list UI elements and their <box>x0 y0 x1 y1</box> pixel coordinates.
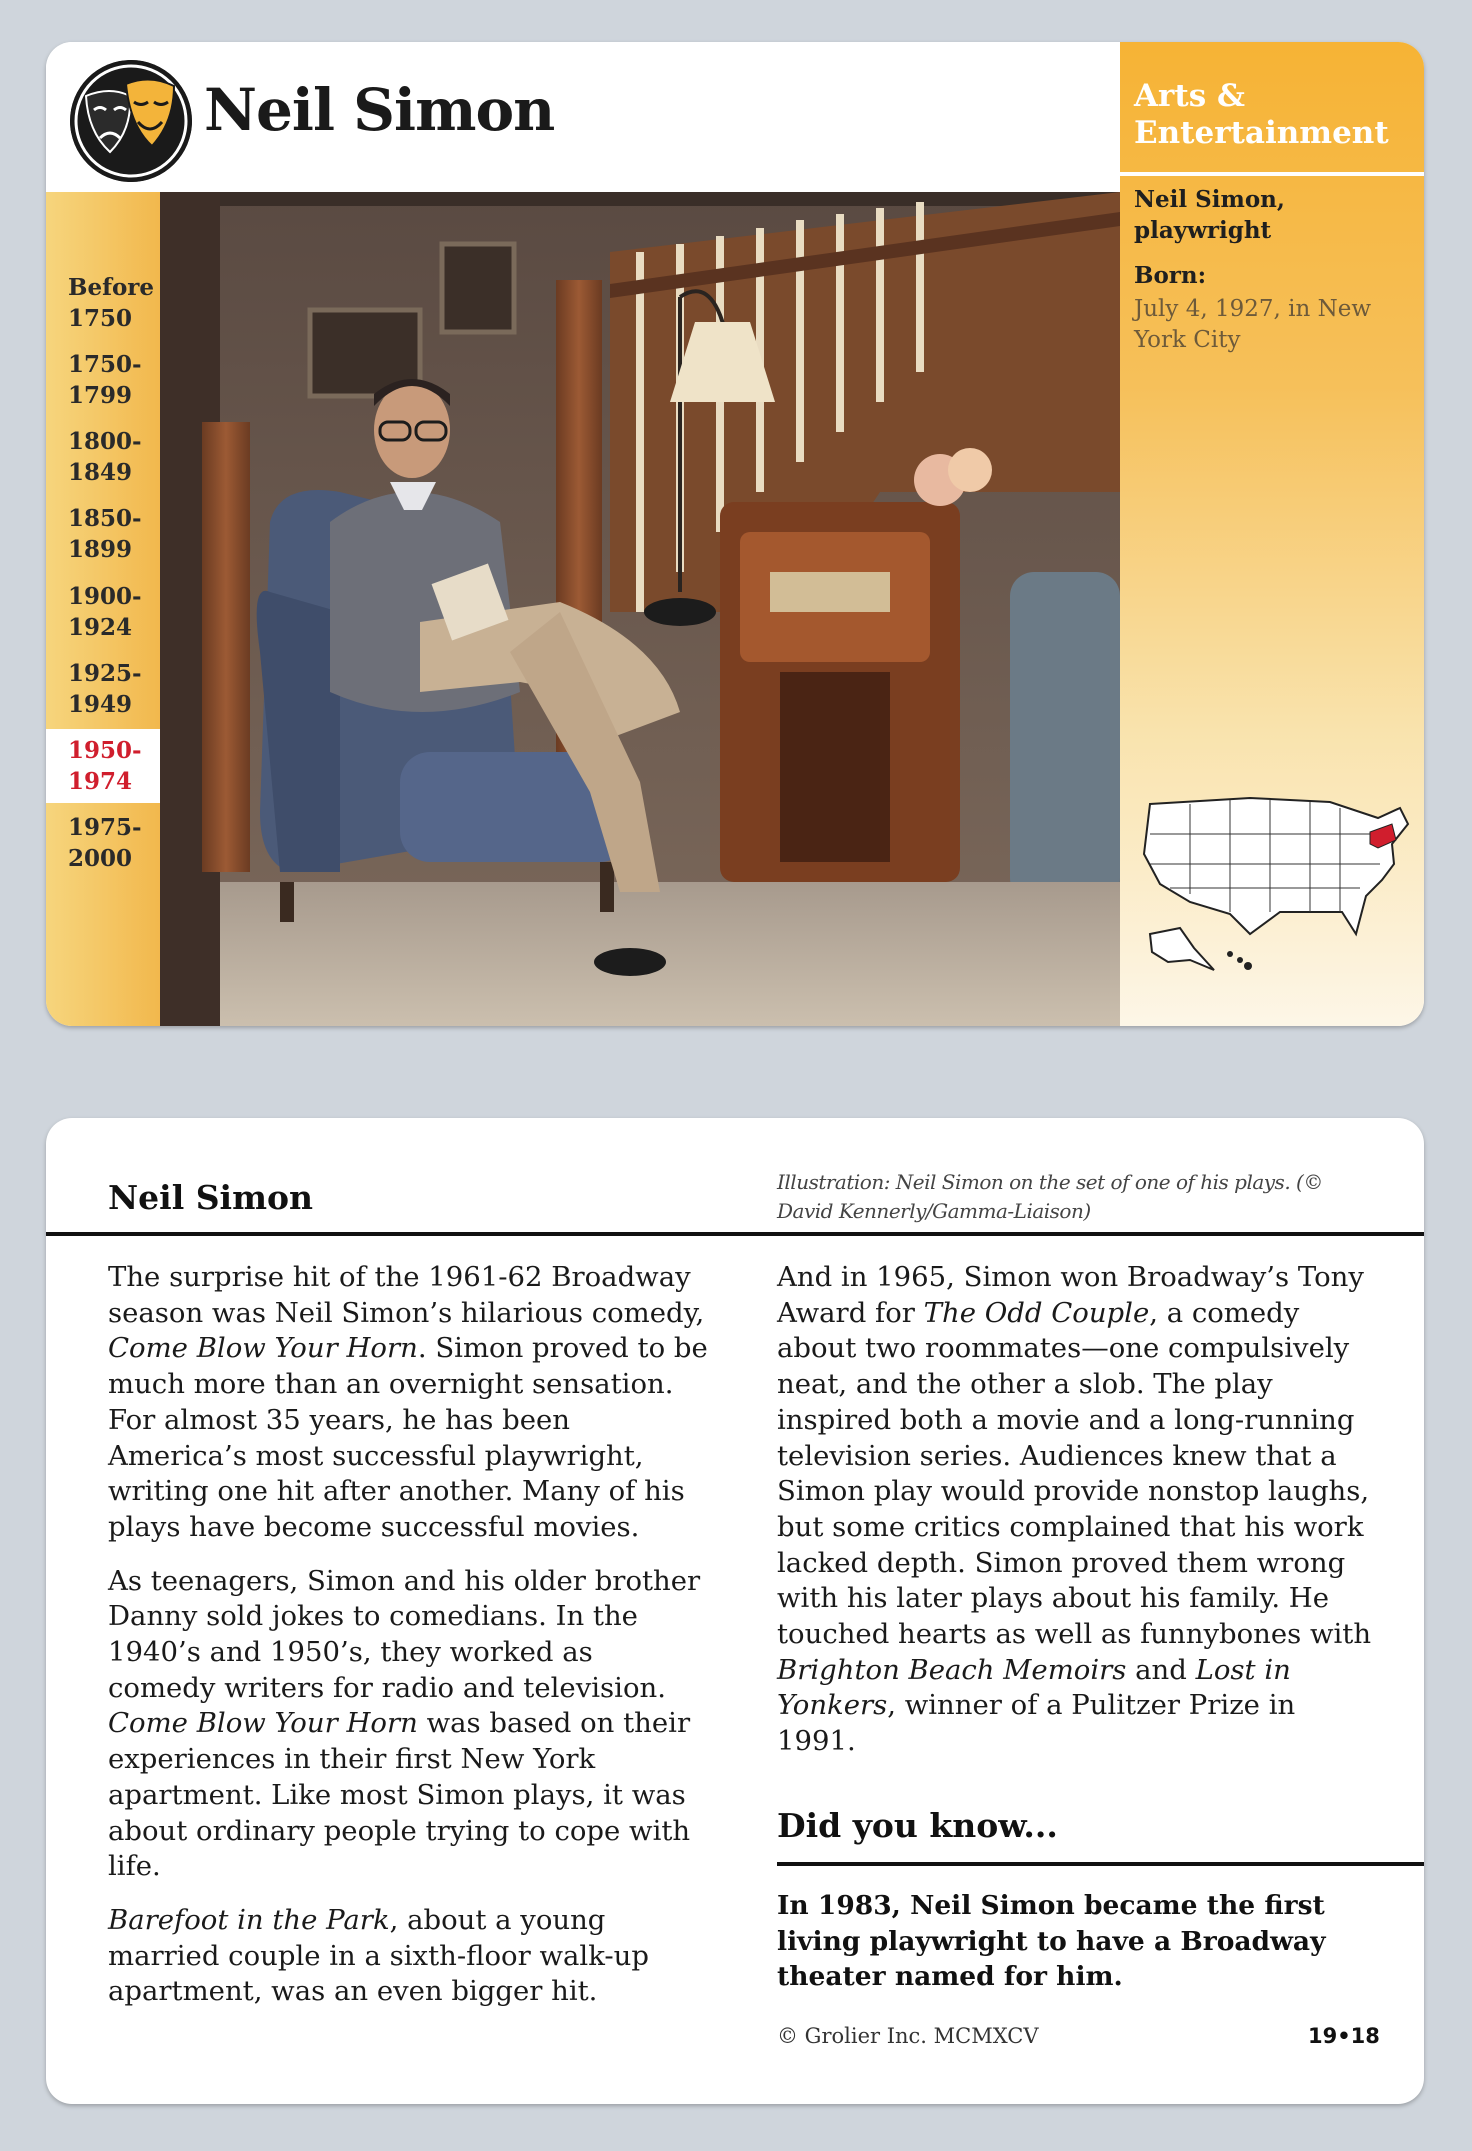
body-paragraph <box>777 1260 1377 1760</box>
photo-caption: Illustration: Neil Simon on the set of one of his plays. (© David Kennerly/Gamma-Liaison) <box>777 1170 1323 1223</box>
timeline-item: 1950-1974 <box>46 729 160 803</box>
timeline-item: 1850-1899 <box>68 505 142 563</box>
text-run: was based on their experiences in their first New York apartment. Like most Simon plays, it was about ordinary people trying to cope with life. <box>108 1707 691 1883</box>
back-card <box>46 1118 1424 2104</box>
subject-label: Neil Simon, playwright <box>1134 186 1285 244</box>
timeline-item: 1975-2000 <box>68 814 142 872</box>
title-italic: Barefoot in the Park <box>108 1903 390 1936</box>
text-run: , winner of a Pulitzer Prize in 1991. <box>777 1689 1296 1758</box>
title-italic: The Odd Couple <box>923 1296 1150 1329</box>
body-paragraph <box>108 1260 708 1546</box>
front-header <box>46 42 1120 192</box>
text-run: And in 1965, Simon won Broadway’s Tony Award for <box>777 1261 1364 1329</box>
did-you-know-rule <box>777 1862 1424 1866</box>
title-italic: Brighton Beach Memoirs <box>777 1653 1127 1686</box>
timeline-item: 1800-1849 <box>68 428 142 486</box>
theater-masks-icon <box>70 60 192 182</box>
title-rule <box>46 1232 1424 1236</box>
card-number: 19•18 <box>1308 2024 1380 2048</box>
body-column-left <box>108 1260 708 2010</box>
title-italic: Come Blow Your Horn <box>108 1332 418 1365</box>
back-title: Neil Simon <box>108 1178 314 1217</box>
us-map-icon <box>1130 784 1420 984</box>
category-label: Arts & Entertainment <box>1134 78 1389 151</box>
body-column-right <box>777 1260 1377 1760</box>
era-timeline <box>46 192 160 1026</box>
timeline-item: Before 1750 <box>68 274 155 332</box>
text-run: and <box>1126 1653 1196 1686</box>
copyright-notice: © Grolier Inc. MCMXCV <box>777 2024 1039 2048</box>
text-run: , about a young married couple in a sixth-floor walk-up apartment, was an even bigger hit. <box>108 1903 649 2008</box>
did-you-know-text: In 1983, Neil Simon became the first living playwright to have a Broadway theater named for him. <box>777 1890 1326 1993</box>
born-value: July 4, 1927, in New York City <box>1134 296 1372 353</box>
born-label: Born: <box>1134 262 1207 289</box>
text-run: The surprise hit of the 1961-62 Broadway season was Neil Simon’s hilarious comedy, <box>108 1261 705 1329</box>
portrait-photo <box>160 192 1120 1026</box>
text-run: . Simon proved to be much more than an overnight sensation. For almost 35 years, he has been America’s most successful playwright, writing one hit after another. Many of his plays have become successful movies. <box>108 1332 708 1543</box>
body-paragraph <box>108 1903 708 2010</box>
timeline-item: 1925-1949 <box>68 660 142 718</box>
sidebar-divider <box>1120 172 1424 176</box>
text-run: , a comedy about two roommates—one compulsively neat, and the other a slob. The play inspired both a movie and a long-running television series. Audiences knew that a Simon play would provide nonstop laughs, but some critics complained that his work lacked depth. Simon proved them wrong with his later plays about his family. He touched hearts as well as funnybones with <box>777 1296 1372 1651</box>
timeline-item: 1750-1799 <box>68 351 142 409</box>
front-card <box>46 42 1424 1026</box>
title-italic: Come Blow Your Horn <box>108 1707 418 1740</box>
title-italic: Lost in Yonkers <box>777 1653 1291 1722</box>
card-title: Neil Simon <box>204 76 555 144</box>
info-sidebar <box>1120 42 1424 1026</box>
body-paragraph <box>108 1564 708 1885</box>
text-run: As teenagers, Simon and his older brother Danny sold jokes to comedians. In the 1940’s and 1950’s, they worked as comedy writers for radio and television. <box>108 1564 701 1704</box>
timeline-item: 1900-1924 <box>68 583 142 641</box>
did-you-know-title: Did you know... <box>777 1806 1058 1845</box>
